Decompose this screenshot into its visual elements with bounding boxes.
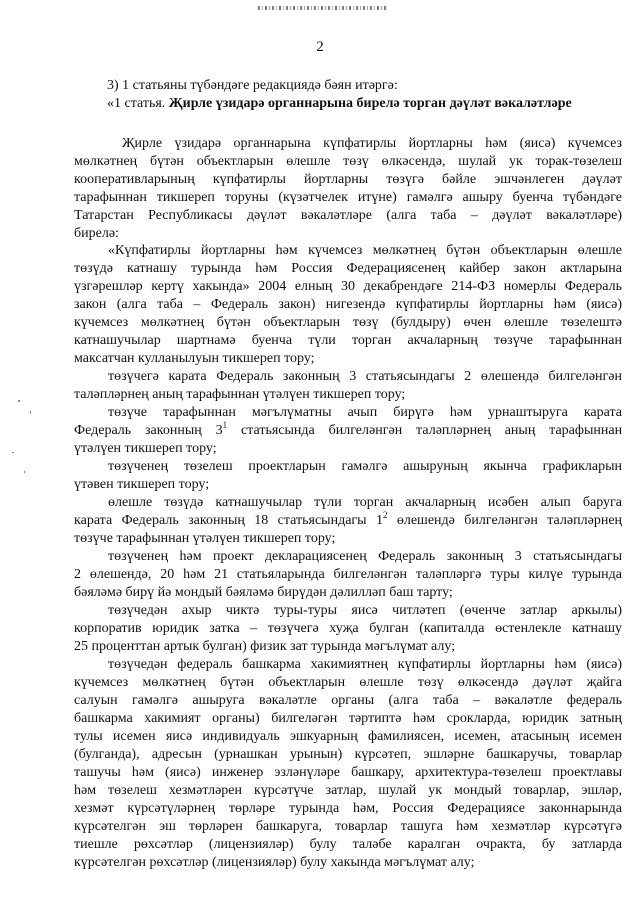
article-heading [107, 95, 622, 112]
text-line: 2 өлешендә, 20 һәм 21 статьяларында билгеләнгән таләпләргә туры килүе турында [74, 567, 622, 582]
text-line: корпоратив юридик затка – төзүчегә хуҗа булган (капиталда өстенлекле катнашу [74, 621, 622, 636]
text-line: күчемсез мөлкәтнең бүтән объектларын өлешле төзү өлкәсендә дәүләт җайга [74, 675, 622, 690]
text-line: өлешле төзүдә катнашучылар түли торган акчаларның исәбен алып баруга [108, 495, 622, 510]
text-line: карата Федераль законның 18 статьясындагы $1^2$ өлешендә билгеләнгән таләпләрнең [74, 510, 623, 528]
text-line: үтәлүен тикшереп тору; [74, 441, 217, 456]
text-line: төзүчедән ахыр чиктә туры-туры яисә читләтеп (өченче затлар аркылы) [108, 603, 622, 618]
text-line: һәм төзелеш хезмәтләрен күрсәтүче затлар, шулай ук мондый товарлар, эшләр, [74, 783, 622, 798]
text-line: хезмәт күрсәтүләрнең төрләре турында һәм, Россия Федерациясе законнарында [74, 801, 622, 816]
text-line: максатчан кулланылуын тикшереп тору; [74, 351, 315, 366]
scan-speck [24, 471, 25, 473]
text-line: күрсәтелгән эш төрләрен башкаруга, товарлар ташуга һәм хезмәтләр күрсәтүгә [74, 819, 622, 834]
text-line: төзүченең һәм проект декларациясенең Федераль законның 3 статьясындагы [108, 549, 622, 564]
text-line: төзүче тарафыннан мәгълүматны ачып бирүгә һәм урнаштыруга карата [108, 405, 622, 420]
text-line: Федераль законның $3^1$ статьясында билгеләнгән таләпләрнең аның тарафыннан [74, 420, 623, 438]
text-line: үзгәрешләр кертү хакында» 2004 елның 30 декабрендәге 214-ФЗ номерлы Федераль [74, 279, 622, 294]
text-line: ташучы һәм (яисә) инженер эзләнүләре башкару, архитектура-төзелеш проектлавы [74, 765, 622, 780]
text-line: күчемсез мөлкәтнең бүтән объектларын төзү (булдыру) өчен өлешле төзелештә [74, 315, 622, 330]
text-line: төзүче тарафыннан үтәлүен тикшереп тору; [74, 531, 336, 546]
text-line: Җирле үзидарә органнарына күпфатирлы йортларны һәм (яисә) күчемсез [122, 136, 622, 151]
text-line: «Күпфатирлы йортларны һәм күчемсез мөлкәтнең бүтән объектларын өлешле [108, 243, 622, 258]
text-line: 25 проценттан артык булган) физик зат турында мәгълүмат алу; [74, 639, 456, 654]
text-line: закон (алга таба – Федераль закон) нигезендә күпфатирлы йортларны һәм (яисә) [74, 297, 622, 312]
article-number: «1 статья. [107, 96, 169, 111]
page-number: 2 [316, 39, 324, 55]
text-line: тиешле рөхсәтләр (лицензияләр) булу таләбе каралган очракта, бу затларда [74, 837, 622, 852]
text-line: башкарма хакимият органы) билгеләгән тәртиптә һәм срокларда, юридик затның [74, 711, 622, 726]
text-line: салуын гамәлгә ашыруга вәкаләтле органы (алга таба – вәкаләтле федераль [74, 693, 622, 708]
text-line: катнашучылар шартнамә буенча түли торган акчаларның төзүче тарафыннан [74, 333, 622, 348]
text-line: күрсәтелгән рөхсәтләр (лицензияләр) булу хакында мәгълүмат алу; [74, 855, 475, 870]
scan-speck [30, 411, 31, 414]
text-line: кооперативларының күпфатирлы йортларны төзүгә бәйле эшчәнлеген дәүләт [74, 172, 622, 187]
text-line: төзүдә катнашу турында һәм Россия Федерациясенең кайбер закон актларына [74, 261, 622, 276]
text-line: Татарстан Республикасы дәүләт вәкаләтләре (алга таба – дәүләт вәкаләтләре) [74, 208, 622, 223]
text-line: мөлкәтнең бүтән объектларын өлешле төзү өлкәсендә, шулай ук торак-төзелеш [74, 154, 622, 169]
text-line: үтәвен тикшереп тору; [74, 477, 210, 492]
amendment-instruction: 3) 1 статьяны түбәндәге редакциядә бәян итәргә: [107, 78, 398, 93]
text-line: төзүченең төзелеш проектларын гамәлгә ашыруның якынча графикларын [108, 459, 622, 474]
text-line: таләпләрнең аның тарафыннан үтәлүен тикшереп тору; [74, 387, 406, 402]
text-line: төзүчедән федераль башкарма хакимиятнең күпфатирлы йортларны һәм (яисә) [108, 657, 622, 672]
scan-speck [12, 452, 14, 453]
scan-header-mark [258, 6, 386, 10]
scan-speck [18, 400, 20, 402]
text-line: бәяләмә бирү йә мондый бәяләмә бирүдән дәлилләп баш тарту; [74, 585, 453, 600]
text-line: бирелә: [74, 226, 119, 241]
text-line: тулы исемен яисә индивидуаль эшкуарның фамилиясен, исемен, атасының исемен [74, 729, 622, 744]
text-line: төзүчегә карата Федераль законның 3 статьясындагы 2 өлешендә билгеләнгән [108, 369, 622, 384]
text-line: тарафыннан тикшереп торуны (күзәтчелек итүне) гамәлгә ашыру буенча түбәндәге [74, 190, 622, 205]
text-line: (булганда), адресын (урнашкан урынын) күрсәтеп, эшләрне башкаручы, товарлар [74, 747, 622, 762]
article-title: Җирле үзидарә органнарына бирелә торган дәүләт вәкаләтләре [168, 96, 572, 111]
